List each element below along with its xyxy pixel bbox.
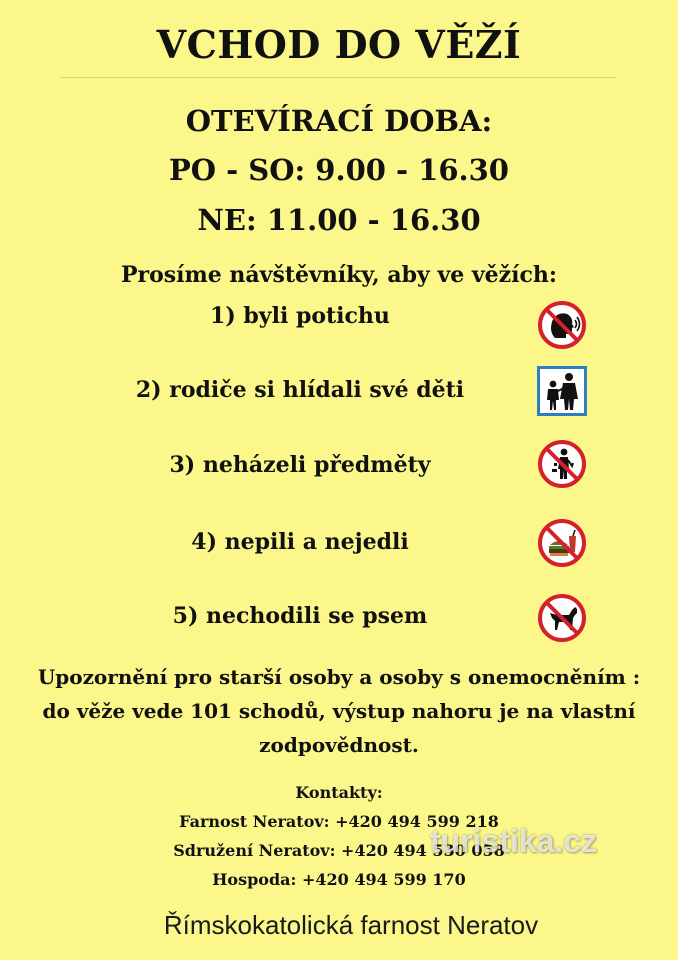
contacts-heading: Kontakty: (295, 783, 383, 802)
opening-hours-sunday: NE: 11.00 - 16.30 (197, 203, 481, 237)
contact-line: Farnost Neratov: +420 494 599 218 (179, 812, 499, 831)
opening-hours-weekdays: PO - SO: 9.00 - 16.30 (169, 153, 509, 187)
contact-line: Hospoda: +420 494 599 170 (212, 870, 466, 889)
no-dogs-icon (537, 593, 587, 643)
parent-child-icon (537, 366, 587, 416)
no-littering-icon (537, 439, 587, 489)
stairs-warning (20, 660, 658, 762)
title-divider (60, 77, 616, 78)
rule-item: 2) rodiče si hlídali své děti (135, 377, 465, 403)
warning-line: zodpovědnost. (259, 733, 419, 757)
page-title: VCHOD DO VĚŽÍ (156, 22, 522, 67)
contact-line: Sdružení Neratov: +420 494 530 058 (173, 841, 505, 860)
rule-item: 5) nechodili se psem (172, 603, 428, 629)
footer-organization: Římskokatolická farnost Neratov (163, 910, 539, 940)
warning-line: Upozornění pro starší osoby a osoby s onemocněním : (37, 665, 641, 689)
rules-intro: Prosíme návštěvníky, aby ve věžích: (120, 262, 558, 288)
opening-hours-heading: OTEVÍRACÍ DOBA: (185, 104, 493, 138)
rule-item: 3) neházeli předměty (169, 452, 431, 478)
watermark: turistika.cz (430, 823, 598, 859)
no-talking-icon (537, 300, 587, 350)
rule-item: 4) nepili a nejedli (191, 529, 409, 555)
warning-line: do věže vede 101 schodů, výstup nahoru je na vlastní (42, 699, 636, 723)
rule-item: 1) byli potichu (210, 303, 390, 329)
no-food-icon (537, 518, 587, 568)
